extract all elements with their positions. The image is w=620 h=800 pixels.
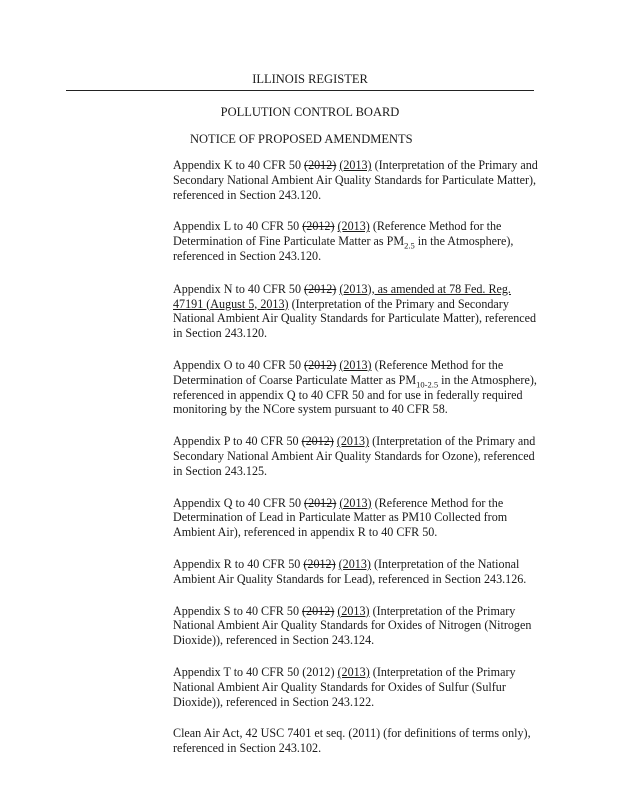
entry-appendix-l (173, 219, 538, 263)
entry-appendix-s (173, 604, 538, 648)
entry-reference: Appendix N to 40 CFR 50 (173, 281, 302, 296)
entry-text: (Interpretation of the Primary and Secondary National Ambient Air Quality Standards for Particulate Matter), referenced in Section 243.120. (173, 158, 538, 202)
subscript: 2.5 (404, 240, 415, 251)
entry-text: (Interpretation of the Primary and Secondary National Ambient Air Quality Standards for Ozone), referenced in Section 243.125. (173, 434, 536, 478)
deleted-year: (2012) (304, 357, 337, 372)
entry-reference: Appendix S to 40 CFR 50 (173, 603, 299, 618)
deleted-year: (2012) (301, 434, 334, 449)
entry-appendix-r (173, 557, 538, 587)
deleted-year: (2012) (304, 158, 337, 172)
subscript: 10-2.5 (416, 379, 439, 390)
inserted-year: (2013) (337, 603, 370, 618)
reference-list (173, 158, 538, 773)
inserted-year: (2013) (337, 664, 370, 679)
header-rule (66, 90, 534, 91)
entry-reference: Appendix P to 40 CFR 50 (173, 434, 299, 449)
deleted-year: (2012) (304, 281, 337, 296)
entry-appendix-t (173, 665, 538, 709)
entry-text: (Reference Method for the Determination of Coarse Particulate Matter as PM (173, 357, 504, 387)
entry-reference: Appendix O to 40 CFR 50 (173, 357, 302, 372)
entry-reference: Appendix L to 40 CFR 50 (173, 219, 300, 234)
entry-reference: Appendix R to 40 CFR 50 (173, 556, 301, 571)
entry-text: (Reference Method for the Determination of Fine Particulate Matter as PM (173, 219, 502, 249)
entry-text: (Interpretation of the Primary National Ambient Air Quality Standards for Oxides of Sulfur (Sulfur Dioxide)), referenced in Section 243.122. (173, 664, 516, 709)
entry-text: (Interpretation of the Primary and Secondary National Ambient Air Quality Standards for Particulate Matter), referenced in Section 243.120. (173, 296, 537, 341)
entry-appendix-p (173, 434, 538, 478)
inserted-year: (2013) (336, 434, 370, 449)
deleted-year: (2012) (304, 495, 337, 510)
register-title: ILLINOIS REGISTER (252, 72, 368, 86)
entry-reference: Appendix Q to 40 CFR 50 (173, 495, 302, 510)
inserted-year: (2013) (339, 495, 372, 510)
entry-text: (Interpretation of the National Ambient Air Quality Standards for Lead), referenced in Section 243.126. (173, 556, 527, 586)
entry-text-cont: in the Atmosphere), referenced in appendix Q to 40 CFR 50 and for use in federally required monitoring by the NCore system pursuant to 40 CFR 58. (173, 372, 537, 417)
inserted-year: (2013) (339, 158, 372, 172)
deleted-year: (2012) (303, 556, 336, 571)
deleted-year: (2012) (302, 603, 335, 618)
entry-appendix-q (173, 496, 538, 540)
entry-clean-air-act (173, 726, 538, 756)
inserted-year: (2013), as amended at 78 Fed. Reg. 47191 (August 5, 2013) (173, 281, 511, 311)
entry-text-cont: in the Atmosphere), referenced in Section 243.120. (173, 234, 514, 263)
deleted-year: (2012) (302, 219, 335, 234)
notice-title: NOTICE OF PROPOSED AMENDMENTS (190, 132, 413, 146)
entry-text: (Interpretation of the Primary National Ambient Air Quality Standards for Oxides of Nitrogen (Nitrogen Dioxide)), referenced in Section 243.124. (173, 603, 532, 648)
inserted-year: (2013) (338, 556, 371, 571)
agency-name: POLLUTION CONTROL BOARD (220, 105, 400, 119)
entry-appendix-n (173, 282, 538, 341)
entry-text: (Reference Method for the Determination of Lead in Particulate Matter as PM10 Collected from Ambient Air), referenced in appendix R to 40 CFR 50. (173, 495, 508, 540)
entry-appendix-o (173, 358, 538, 417)
entry-appendix-k (173, 158, 538, 202)
inserted-year: (2013) (339, 357, 372, 372)
entry-text: Clean Air Act, 42 USC 7401 et seq. (2011) (for definitions of terms only), referenced in Section 243.102. (173, 726, 531, 756)
entry-reference: Appendix T to 40 CFR 50 (2012) (173, 664, 335, 679)
entry-reference: Appendix K to 40 CFR 50 (173, 158, 302, 172)
inserted-year: (2013) (337, 219, 370, 234)
